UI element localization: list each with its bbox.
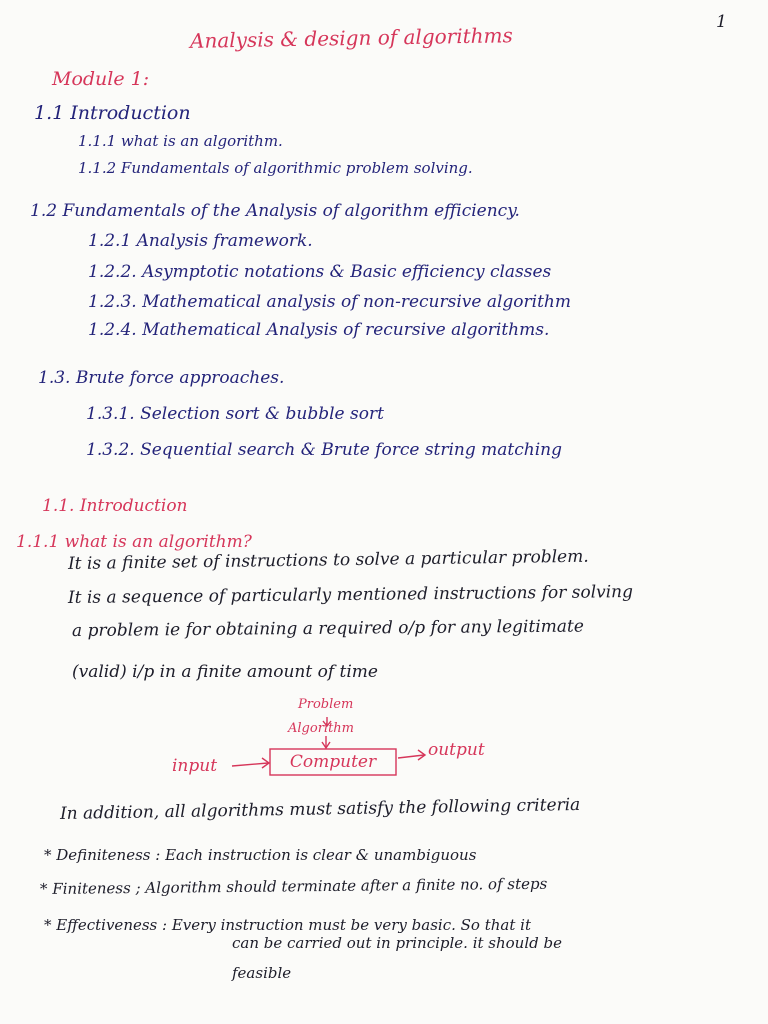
criteria-item xyxy=(44,848,476,863)
effectiveness-line-2: can be carried out in principle. it should be xyxy=(232,934,562,952)
definition-line-4: (valid) i/p in a finite amount of time xyxy=(72,662,378,682)
bullet: * xyxy=(44,846,52,864)
module-heading: Module 1: xyxy=(52,68,150,90)
page-title: Analysis & design of algorithms xyxy=(189,23,513,53)
diagram-problem-label: Problem xyxy=(298,697,354,712)
criteria-intro: In addition, all algorithms must satisfy the following criteria xyxy=(59,794,581,824)
criteria-item xyxy=(44,918,531,933)
criteria-label: Finiteness ; xyxy=(52,878,141,898)
page-number: 1 xyxy=(716,12,727,32)
criteria-text: Every instruction must be very basic. So that it xyxy=(171,916,531,934)
diagram-output-label: output xyxy=(428,740,485,760)
question-heading: 1.1.1 what is an algorithm? xyxy=(16,532,252,552)
definition-line-3: a problem ie for obtaining a required o/p for any legitimate xyxy=(71,616,584,641)
toc-1-3: 1.3. Brute force approaches. xyxy=(38,368,285,388)
toc-1-1-2: 1.1.2 Fundamentals of algorithmic problem solving. xyxy=(78,159,473,177)
input-arrow-shaft xyxy=(232,763,268,766)
criteria-label: Definiteness : xyxy=(56,846,161,864)
toc-1-2: 1.2 Fundamentals of the Analysis of algorithm efficiency. xyxy=(30,201,520,221)
toc-1-2-1: 1.2.1 Analysis framework. xyxy=(88,231,313,251)
section-intro-heading: 1.1. Introduction xyxy=(42,496,188,516)
definition-line-1: It is a finite set of instructions to solve a particular problem. xyxy=(67,546,589,574)
effectiveness-line-3: feasible xyxy=(232,964,292,982)
toc-1-2-2: 1.2.2. Asymptotic notations & Basic efficiency classes xyxy=(88,262,552,282)
criteria-label: Effectiveness : xyxy=(56,916,168,934)
bullet: * xyxy=(44,916,52,934)
bullet: * xyxy=(39,879,48,898)
criteria-text: Algorithm should terminate after a finite no. of steps xyxy=(145,874,548,897)
diagram-algorithm-label: Algorithm xyxy=(288,721,354,736)
toc-1-1: 1.1 Introduction xyxy=(34,102,191,124)
definition-line-2: It is a sequence of particularly mentioned instructions for solving xyxy=(67,582,634,608)
toc-1-3-2: 1.3.2. Sequential search & Brute force string matching xyxy=(86,440,562,460)
diagram-computer-label: Computer xyxy=(289,752,377,772)
toc-1-2-3: 1.2.3. Mathematical analysis of non-recursive algorithm xyxy=(88,292,571,312)
toc-1-1-1: 1.1.1 what is an algorithm. xyxy=(78,132,283,150)
toc-1-3-1: 1.3.1. Selection sort & bubble sort xyxy=(86,404,384,424)
criteria-text: Each instruction is clear & unambiguous xyxy=(165,846,477,864)
diagram-input-label: input xyxy=(172,756,218,776)
toc-1-2-4: 1.2.4. Mathematical Analysis of recursive algorithms. xyxy=(88,320,550,340)
output-arrow-shaft xyxy=(398,755,424,758)
